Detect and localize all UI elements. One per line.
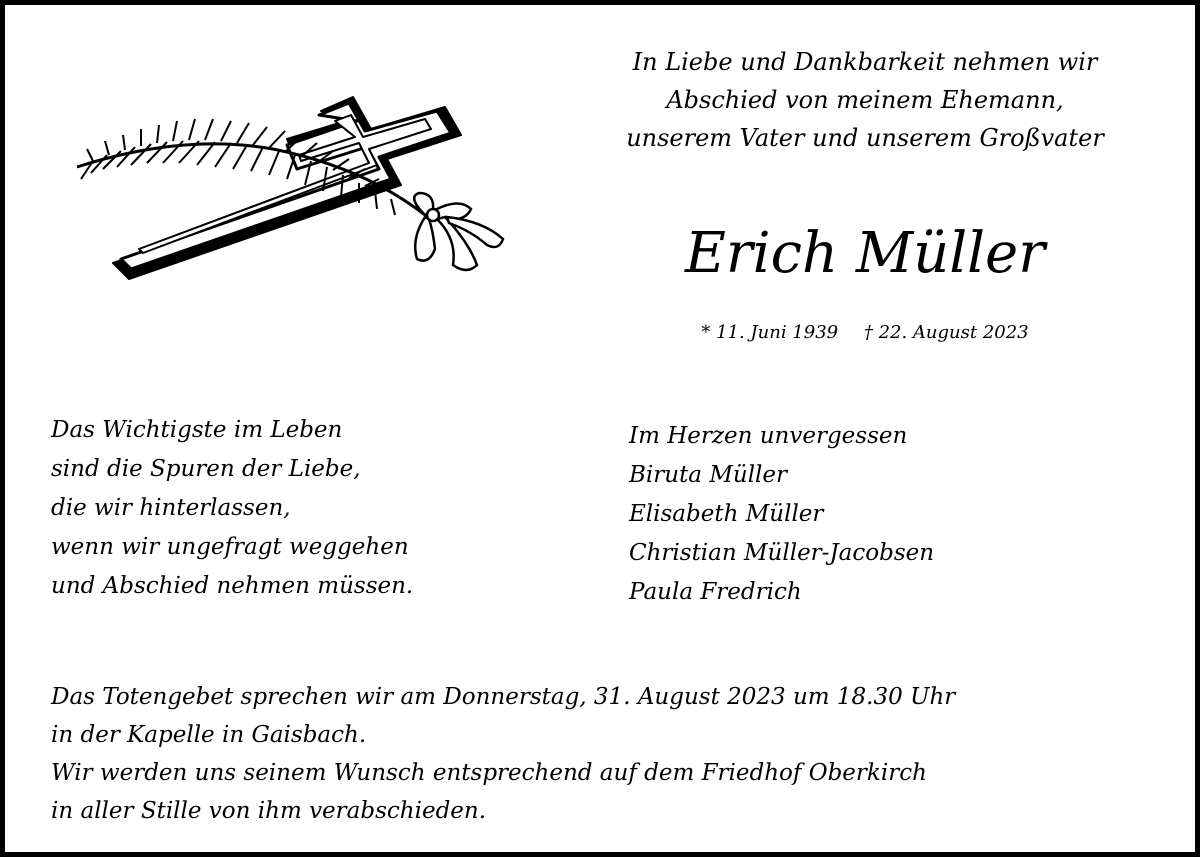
cross-with-palm-branch-icon <box>73 89 523 285</box>
mourner-name: Elisabeth Müller <box>629 501 824 527</box>
funeral-info-line: Wir werden uns seinem Wunsch entsprechend auf dem Friedhof Oberkirch <box>51 760 927 786</box>
funeral-info <box>51 678 955 830</box>
intro-line: In Liebe und Dankbarkeit nehmen wir <box>632 48 1098 76</box>
funeral-info-line: in aller Stille von ihm verabschieden. <box>51 798 487 824</box>
intro-text <box>545 43 1185 157</box>
funeral-info-line: Das Totengebet sprechen wir am Donnerstag, 31. August 2023 um 18.30 Uhr <box>51 684 956 710</box>
verse-line: und Abschied nehmen müssen. <box>51 573 414 599</box>
deceased-name: Erich Müller <box>685 221 1045 286</box>
death-date: † 22. August 2023 <box>863 322 1029 343</box>
verse-line: Das Wichtigste im Leben <box>51 417 343 443</box>
funeral-info-line: in der Kapelle in Gaisbach. <box>51 722 367 748</box>
memorial-verse <box>51 411 413 606</box>
mourners-heading: Im Herzen unvergessen <box>629 423 908 449</box>
life-dates <box>545 318 1185 348</box>
verse-line: die wir hinterlassen, <box>51 495 291 521</box>
verse-line: wenn wir ungefragt weggehen <box>51 534 409 560</box>
birth-date: * 11. Juni 1939 <box>701 322 839 343</box>
intro-line: Abschied von meinem Ehemann, <box>666 86 1064 114</box>
intro-line: unserem Vater und unserem Großvater <box>626 124 1104 152</box>
mourner-name: Biruta Müller <box>629 462 788 488</box>
verse-line: sind die Spuren der Liebe, <box>51 456 361 482</box>
mourner-name: Paula Fredrich <box>629 579 802 605</box>
mourner-name: Christian Müller-Jacobsen <box>629 540 935 566</box>
mourners-list <box>629 417 934 612</box>
